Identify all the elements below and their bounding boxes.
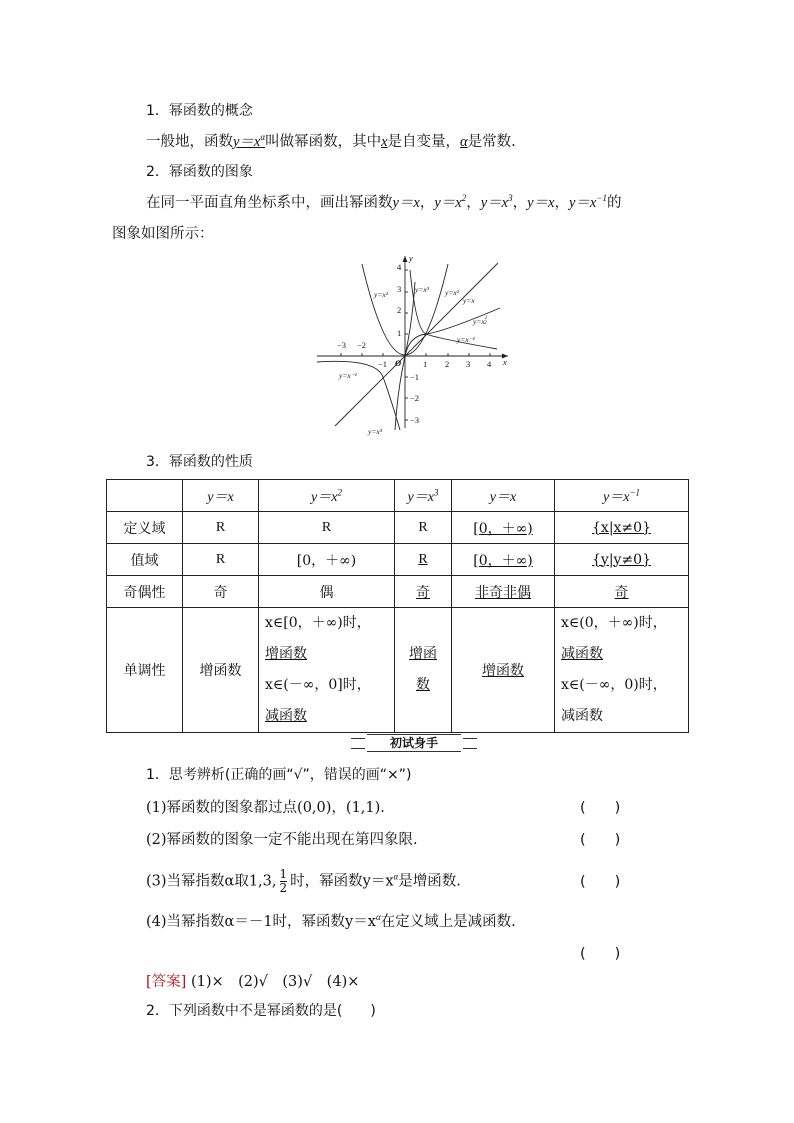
def-text-a: 一般地，函数 bbox=[146, 134, 233, 150]
formula-exponent: α bbox=[260, 132, 266, 143]
table-cell-multiline bbox=[555, 608, 689, 733]
def-text-c: 是自变量， bbox=[387, 134, 461, 150]
table-cell: 奇 bbox=[555, 576, 689, 608]
cell-line: 减函数 bbox=[561, 646, 603, 662]
label-x3-bottom: y=x³ bbox=[368, 427, 382, 436]
table-cell: [0，＋∞) bbox=[452, 544, 555, 576]
header-y-x-4: y＝x bbox=[452, 480, 555, 512]
section-2-heading: 2．幂函数的图象 bbox=[146, 164, 253, 180]
table-cell: [0，＋∞) bbox=[452, 512, 555, 544]
item3-exp: α bbox=[393, 871, 399, 882]
formula-base: y＝x bbox=[233, 134, 261, 150]
def-text-d: 是常数. bbox=[467, 134, 516, 150]
table-row-parity bbox=[107, 576, 689, 608]
section-3-heading: 3．幂函数的性质 bbox=[146, 454, 253, 470]
x-tick-n3: −3 bbox=[337, 340, 347, 350]
item3-text: (3)当幂指数α取1,3, bbox=[146, 873, 277, 890]
q1-answer bbox=[146, 970, 359, 991]
q1-item-2-blank[interactable]: ( ) bbox=[580, 832, 621, 848]
origin-label: O bbox=[395, 358, 402, 368]
x-tick-4: 4 bbox=[487, 359, 492, 369]
curve-y-inv-right bbox=[410, 270, 497, 349]
table-cell: {y|y≠0} bbox=[555, 544, 689, 576]
answer-tag: [答案] bbox=[146, 974, 187, 990]
table-cell: 增函数 bbox=[183, 608, 259, 733]
q1-item-2: (2)幂函数的图象一定不能出现在第四象限. bbox=[146, 832, 418, 848]
label-x2-right: y=x² bbox=[445, 288, 459, 297]
line1-end: 的 bbox=[606, 195, 622, 211]
row-label: 定义域 bbox=[107, 512, 183, 544]
y-axis-arrow bbox=[403, 256, 408, 262]
q1-item-4-blank[interactable]: ( ) bbox=[580, 946, 621, 962]
def-text-b: 叫做幂函数，其中 bbox=[265, 134, 382, 150]
item4-exp: α bbox=[375, 912, 381, 923]
power-functions-graph bbox=[314, 250, 514, 440]
header-y-x-inv: $y=x^{-1}$ bbox=[555, 480, 689, 512]
item4-end: 在定义域上是减函数. bbox=[380, 914, 516, 930]
table-cell: R bbox=[259, 512, 395, 544]
func-1: y＝x bbox=[392, 195, 420, 211]
fraction-one-half: $\frac{1}{2}$ bbox=[279, 867, 288, 895]
table-cell: R bbox=[183, 544, 259, 576]
table-cell-multiline bbox=[395, 608, 452, 733]
label-inv-left: y=x⁻¹ bbox=[339, 371, 357, 380]
cell-line: x∈(－∞，0)时， bbox=[561, 677, 667, 693]
cell-line: 增函 bbox=[409, 646, 437, 662]
table-cell: R bbox=[183, 512, 259, 544]
x-tick-2: 2 bbox=[445, 359, 450, 369]
table-row-domain bbox=[107, 512, 689, 544]
cell-line: x∈(0，＋∞)时， bbox=[561, 615, 667, 631]
x-tick-1: 1 bbox=[423, 359, 428, 369]
y-tick-2: 2 bbox=[397, 305, 402, 315]
table-cell: R bbox=[395, 512, 452, 544]
table-cell-multiline bbox=[259, 608, 395, 733]
header-y-x3: $y=x^3$ bbox=[395, 480, 452, 512]
curve-y-inv-left bbox=[317, 361, 400, 430]
question-2-title: 2．下列函数中不是幂函数的是( ) bbox=[146, 1003, 376, 1019]
func-2: $y=x^2$ bbox=[434, 193, 467, 211]
label-x: y=x bbox=[463, 296, 475, 305]
x-tick-n1: −1 bbox=[378, 359, 388, 369]
cell-line: x∈[0，＋∞)时， bbox=[265, 615, 371, 631]
y-tick-4: 4 bbox=[397, 262, 402, 272]
question-1-title: 1．思考辨析(正确的画“√”，错误的画“×”) bbox=[146, 767, 412, 783]
q1-item-1: (1)幂函数的图象都过点(0,0)，(1,1). bbox=[146, 800, 385, 816]
section-1-heading: 1．幂函数的概念 bbox=[146, 103, 253, 119]
item3-tail: 时，幂函数y＝x bbox=[290, 873, 394, 890]
label-x-half: $y=x^1$ 2 bbox=[473, 316, 488, 326]
q1-item-1-blank[interactable]: ( ) bbox=[580, 800, 621, 816]
section-2-line-2: 图象如图所示： bbox=[112, 226, 214, 242]
section-banner: 初试身手 bbox=[367, 734, 461, 752]
table-row-monotonicity bbox=[107, 608, 689, 733]
row-label: 奇偶性 bbox=[107, 576, 183, 608]
x-tick-3: 3 bbox=[466, 359, 471, 369]
table-cell: 非奇非偶 bbox=[452, 576, 555, 608]
cell-line: 增函数 bbox=[265, 646, 307, 662]
line1-text: 在同一平面直角坐标系中，画出幂函数 bbox=[146, 195, 393, 211]
table-cell: 奇 bbox=[183, 576, 259, 608]
y-axis-label: y bbox=[409, 253, 413, 263]
y-tick-3: 3 bbox=[397, 284, 402, 294]
properties-table bbox=[106, 479, 689, 733]
item3-end: 是增函数. bbox=[398, 873, 461, 890]
header-y-x2: $y=x^2$ bbox=[259, 480, 395, 512]
func-5: $y=x^{-1}$ bbox=[569, 193, 607, 211]
table-cell: R bbox=[395, 544, 452, 576]
table-cell: [0，＋∞) bbox=[259, 544, 395, 576]
row-label: 值域 bbox=[107, 544, 183, 576]
label-x2-left: y=x² bbox=[374, 290, 388, 299]
answer-text: (1)× (2)√ (3)√ (4)× bbox=[190, 974, 360, 990]
cell-line: x∈(－∞，0]时， bbox=[265, 677, 371, 693]
x-axis-label: x bbox=[503, 357, 507, 367]
y-tick-1: 1 bbox=[397, 328, 402, 338]
row-label: 单调性 bbox=[107, 608, 183, 733]
table-row-range bbox=[107, 544, 689, 576]
header-y-x: y＝x bbox=[183, 480, 259, 512]
label-inv-right: y=x⁻¹ bbox=[457, 335, 475, 344]
y-tick-n2: −2 bbox=[410, 393, 420, 403]
variable-alpha: α bbox=[460, 134, 468, 150]
section-1-definition bbox=[146, 130, 516, 151]
table-cell: {x|x≠0} bbox=[555, 512, 689, 544]
q1-item-3-blank[interactable]: ( ) bbox=[580, 874, 621, 890]
table-header-row bbox=[107, 480, 689, 512]
variable-x: x bbox=[381, 134, 388, 150]
q1-item-4 bbox=[146, 910, 516, 931]
cell-line: 减函数 bbox=[265, 708, 307, 724]
func-3: $y=x^3$ bbox=[480, 193, 513, 211]
power-function-formula bbox=[233, 134, 265, 150]
section-2-line-1: 在同一平面直角坐标系中，画出幂函数y＝x，$y=x^2$，$y=x^3$，y＝x，$y=x^{-1}$的 bbox=[146, 193, 622, 211]
x-tick-n2: −2 bbox=[357, 340, 367, 350]
func-4: y＝x bbox=[527, 195, 555, 211]
table-cell: 增函数 bbox=[452, 608, 555, 733]
cell-line: 减函数 bbox=[561, 708, 603, 724]
item4-text: (4)当幂指数α＝－1时，幂函数y＝x bbox=[146, 914, 376, 930]
q1-item-3 bbox=[146, 868, 461, 895]
y-tick-n3: −3 bbox=[410, 415, 420, 425]
y-tick-n1: −1 bbox=[410, 372, 420, 382]
cell-line: 数 bbox=[416, 677, 430, 693]
label-x3-top: y=x³ bbox=[415, 285, 429, 294]
header-empty bbox=[107, 480, 183, 512]
table-cell: 奇 bbox=[395, 576, 452, 608]
table-cell: 偶 bbox=[259, 576, 395, 608]
